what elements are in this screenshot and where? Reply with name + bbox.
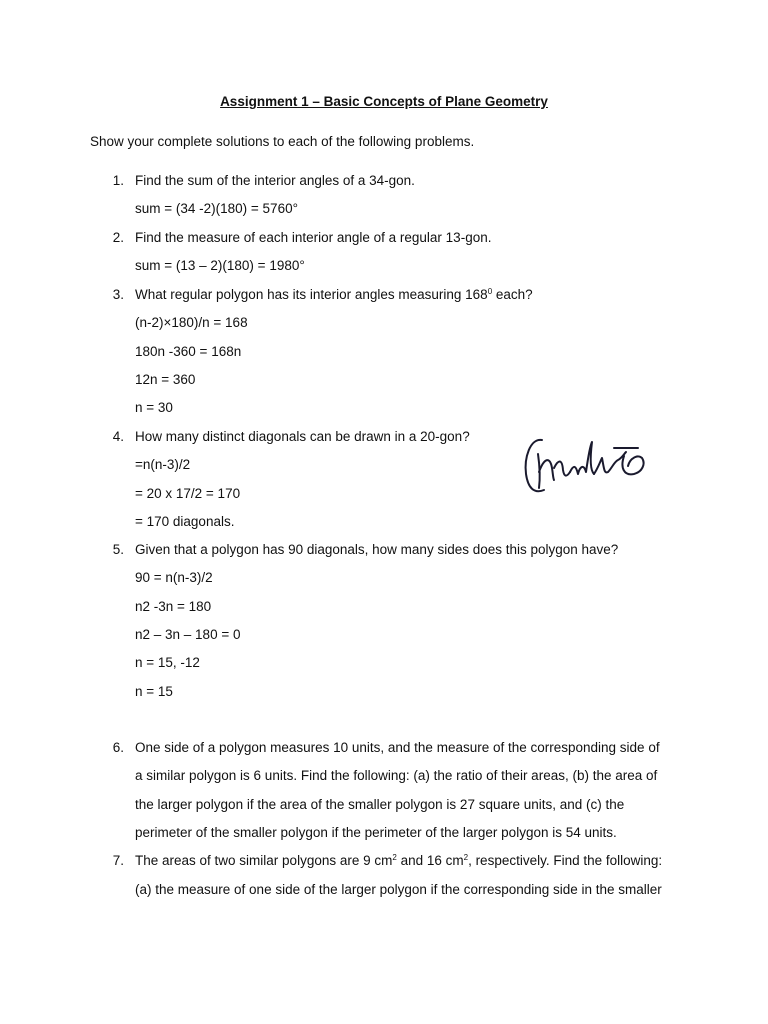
problem-question: Find the sum of the interior angles of a 34-gon. (135, 173, 415, 188)
solution-line: sum = (13 – 2)(180) = 1980° (135, 258, 305, 273)
problem-question: Given that a polygon has 90 diagonals, how many sides does this polygon have? (135, 542, 619, 557)
handwritten-signature (520, 428, 660, 500)
instructions-text: Show your complete solutions to each of the following problems. (90, 134, 475, 149)
solution-line: sum = (34 -2)(180) = 5760° (135, 201, 298, 216)
solution-line: n2 – 3n – 180 = 0 (135, 627, 241, 642)
problem-text-line: the larger polygon if the area of the smaller polygon is 27 square units, and (c) the (135, 797, 625, 812)
problem-number: 1. (112, 173, 124, 188)
problem-text-line: The areas of two similar polygons are 9 $cm^2$ and 16 $cm^2$, respectively. Find the following: (135, 853, 663, 868)
solution-line: 12n = 360 (135, 372, 196, 387)
problem-number: 2. (112, 230, 124, 245)
problem-number: 4. (112, 429, 124, 444)
solution-line: n = 30 (135, 400, 173, 415)
problem-question: Find the measure of each interior angle of a regular 13-gon. (135, 230, 492, 245)
problem-number: 6. (112, 740, 124, 755)
problem-text-line: One side of a polygon measures 10 units, and the measure of the corresponding side of (135, 740, 660, 755)
problem-number: 7. (112, 853, 124, 868)
solution-line: 90 = n(n-3)/2 (135, 570, 213, 585)
problem-number: 5. (112, 542, 124, 557)
problem-question: How many distinct diagonals can be drawn in a 20-gon? (135, 429, 470, 444)
problem-question: What regular polygon has its interior angles measuring $168^0$ each? (135, 287, 533, 302)
problem-text-line: perimeter of the smaller polygon if the perimeter of the larger polygon is 54 units. (135, 825, 617, 840)
solution-line: =n(n-3)/2 (135, 457, 191, 472)
solution-line: n2 -3n = 180 (135, 599, 212, 614)
solution-line: n = 15 (135, 684, 173, 699)
document-title: Assignment 1 – Basic Concepts of Plane Geometry (220, 94, 548, 109)
solution-line: = 20 x 17/2 = 170 (135, 486, 241, 501)
solution-line: (n-2)×180)/n = 168 (135, 315, 248, 330)
solution-line: n = 15, -12 (135, 655, 200, 670)
solution-line: 180n -360 = 168n (135, 344, 242, 359)
solution-line: = 170 diagonals. (135, 514, 235, 529)
problem-text-line: a similar polygon is 6 units. Find the following: (a) the ratio of their areas, (b) the area of (135, 768, 658, 783)
problem-number: 3. (112, 287, 124, 302)
problem-text-line: (a) the measure of one side of the larger polygon if the corresponding side in the smaller (135, 882, 662, 897)
